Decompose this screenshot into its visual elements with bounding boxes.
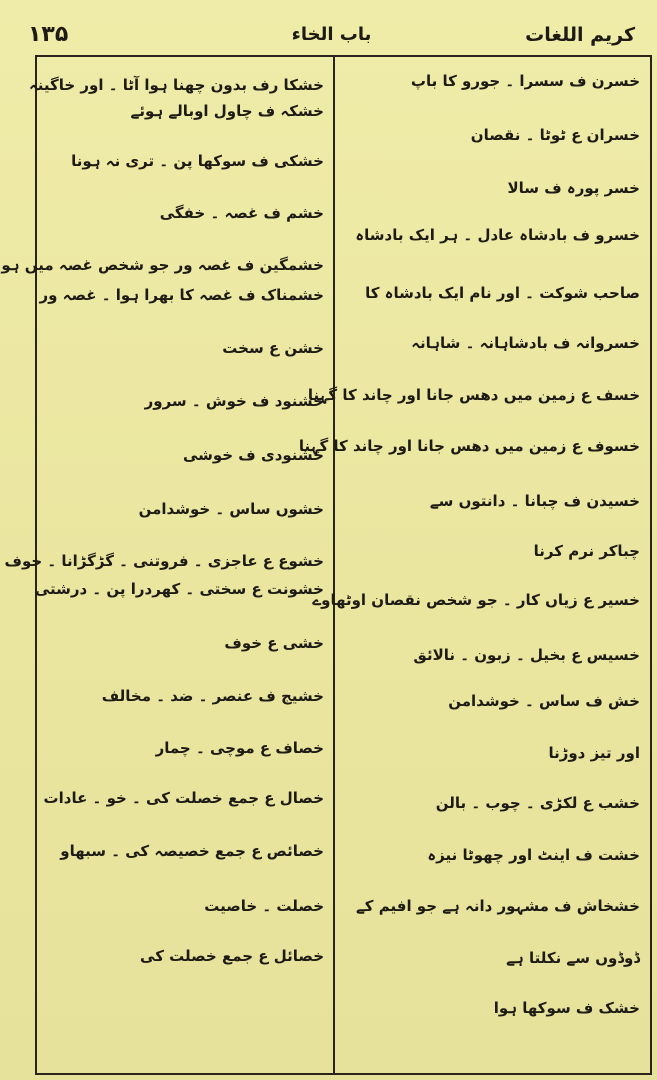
dictionary-entry-line: خشخاش ف مشہور دانہ ہے جو افیم کے bbox=[356, 897, 640, 915]
dictionary-entry-line: خصاف ع موچی ۔ چمار bbox=[155, 739, 324, 757]
dictionary-entry-line: خصلت ۔ خاصیت bbox=[204, 897, 324, 915]
dictionary-entry-line: خشن ع سخت bbox=[222, 339, 324, 357]
chapter-title: باب الخاء bbox=[291, 24, 372, 45]
dictionary-entry-line: خشنود ف خوش ۔ سرور bbox=[144, 392, 324, 410]
dictionary-entry-line: ڈوڈوں سے نکلتا ہے bbox=[506, 949, 640, 967]
dictionary-entry-line: خشونت ع سختی ۔ کھردرا پن ۔ درشتی bbox=[34, 580, 324, 598]
right-column bbox=[298, 62, 644, 1067]
dictionary-entry-line: خسیدن ف چبانا ۔ دانتوں سے bbox=[429, 492, 640, 510]
dictionary-entry-line: خصائص ع جمع خصیصہ کی ۔ سبھاو bbox=[60, 842, 324, 860]
left-column bbox=[1, 62, 328, 1067]
dictionary-entry-line: خشوع ع عاجزی ۔ فروتنی ۔ گڑگڑانا ۔ خوف bbox=[4, 552, 324, 570]
dictionary-entry-line: خشیج ف عنصر ۔ ضد ۔ مخالف bbox=[101, 687, 324, 705]
dictionary-entry-line: صاحب شوکت ۔ اور نام ایک بادشاہ کا bbox=[365, 284, 640, 302]
dictionary-entry-line: خسرو ف بادشاہ عادل ۔ ہر ایک بادشاہ bbox=[355, 226, 640, 244]
dictionary-entry-line: خشمناک ف غصہ کا بھرا ہوا ۔ غصہ ور bbox=[39, 286, 324, 304]
dictionary-entry-line: خشنودی ف خوشی bbox=[182, 446, 324, 464]
book-title: کریم اللغات bbox=[525, 24, 635, 46]
dictionary-entry-line: خسروانہ ف بادشاہانہ ۔ شاہانہ bbox=[411, 334, 640, 352]
dictionary-entry-line: خسوف ع زمین میں دھس جانا اور چاند کا گہنا bbox=[298, 437, 640, 455]
page-number: ۱۳۵ bbox=[28, 22, 69, 47]
dictionary-entry-line: خشت ف اینٹ اور چھوٹا نیزہ bbox=[427, 846, 640, 864]
dictionary-entry-line: خسف ع زمین میں دھس جانا اور چاند کا گہنا bbox=[307, 386, 640, 404]
dictionary-entry-line: خصال ع جمع خصلت کی ۔ خو ۔ عادات bbox=[43, 789, 324, 807]
dictionary-entry-line: خسر پورہ ف سالا bbox=[507, 179, 640, 197]
dictionary-entry-line: اور تیز دوڑنا bbox=[548, 744, 640, 762]
dictionary-entry-line: خشب ع لکڑی ۔ چوب ۔ بالن bbox=[435, 794, 640, 812]
dictionary-entry-line: خشمگین ف غصہ ور جو شخص غصہ میں ہو bbox=[1, 256, 324, 274]
dictionary-entry-line: خشی ع خوف bbox=[224, 634, 324, 652]
dictionary-entry-line: خسیر ع زیاں کار ۔ جو شخص نقصان اوٹھاوے bbox=[312, 591, 640, 609]
dictionary-entry-line: خسرن ف سسرا ۔ جورو کا باپ bbox=[410, 72, 640, 90]
dictionary-entry-line: خشم ف غصہ ۔ خفگی bbox=[159, 204, 324, 222]
column-divider bbox=[333, 55, 335, 1075]
dictionary-entry-line: خشوں ساس ۔ خوشدامن bbox=[138, 500, 324, 518]
dictionary-entry-line: چباکر نرم کرنا bbox=[533, 542, 640, 560]
dictionary-entry-line: خشکا رف بدون چھنا ہوا آٹا ۔ اور خاگینہ bbox=[29, 76, 324, 94]
dictionary-entry-line: خسران ع ٹوٹا ۔ نقصان bbox=[470, 126, 640, 144]
dictionary-entry-line: خش ف ساس ۔ خوشدامن bbox=[448, 692, 640, 710]
dictionary-entry-line: خسیس ع بخیل ۔ زبون ۔ نالائق bbox=[413, 646, 640, 664]
dictionary-entry-line: خشک ف سوکھا ہوا bbox=[493, 999, 640, 1017]
dictionary-entry-line: خشکہ ف چاول اوبالے ہوئے bbox=[130, 102, 324, 120]
dictionary-entry-line: خصائل ع جمع خصلت کی bbox=[140, 947, 324, 965]
dictionary-entry-line: خشکی ف سوکھا پن ۔ تری نہ ہونا bbox=[71, 152, 324, 170]
